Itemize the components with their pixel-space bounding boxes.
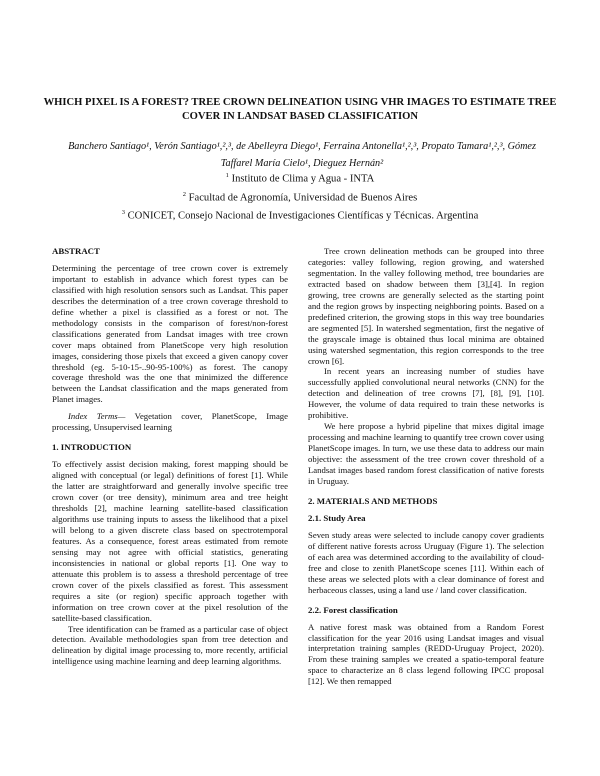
index-terms (52, 411, 288, 433)
abstract-heading: ABSTRACT (52, 246, 100, 256)
abstract-text: Determining the percentage of tree crown cover is extremely important to establish in advance which forest types can be classified with high resolution sensors such as Landsat. This paper describes the determination of a tree crown coverage threshold to define whether a pixel is classified as a forest or not. The methodology consists in the comparison of forest/non-forest classifications generated from Landsat images with tree crown cover maps obtained from PlanetScope very high resolution images, considering those pixels that exceed a given canopy cover threshold (eg. 5-10-15-..90-95-100%) as forest. The canopy coverage threshold was the one that minimized the difference between the Landsat classification and the maps generated from Planet images. (52, 262, 288, 405)
right-paragraph-1: Tree crown delineation methods can be grouped into three categories: valley following, region growing, and watershed segmentation. In the valley following method, tree boundaries are extracted based on shadow between them [3],[4]. In region growing, tree crowns are generally selected as the starting point and the region grows by inspecting neighboring points. Based on a predefined criterion, the growing stops in this way tree boundaries are segmented [5]. In watershed segmentation, first the negative of the grayscale image is obtained thus local minima are obtained using watershed segmentation, this region corresponds to the tree crown [6]. (308, 246, 544, 366)
intro-heading: 1. INTRODUCTION (52, 442, 132, 453)
methods-heading: 2. MATERIALS AND METHODS (308, 495, 438, 506)
paper-title: WHICH PIXEL IS A FOREST? TREE CROWN DELINEATION USING VHR IMAGES TO ESTIMATE TREE COVER IN LANDSAT BASED CLASSIFICATION (43, 97, 557, 122)
affiliation-3: $^3$ CONICET, Consejo Nacional de Investigaciones Científicas y Técnicas. Argentina (121, 209, 479, 222)
index-terms-label: Index Terms— (68, 411, 126, 422)
index-terms-text: Vegetation cover, PlanetScope, Image processing, Unsupervised learning (52, 411, 288, 433)
affiliation-2: $^2$ Facultad de Agronomía, Universidad de Buenos Aires (182, 190, 418, 204)
affiliation-1: $^1$ Instituto de Clima y Agua - INTA (225, 172, 375, 185)
study-area-heading: 2.1. Study Area (308, 512, 366, 523)
forest-classification-text: A native forest mask was obtained from a Random Forest classification for the year 2016 using Landsat images and visual interpretation training samples (REDD-Uruguay Project, 2020). From these training samples we created a spatio-temporal feature space to characterize an 8 class legend following IPCC proposal [12]. We then remapped (308, 621, 544, 687)
study-area-text: Seven study areas were selected to include canopy cover gradients of different native forests across Uruguay (Figure 1). The selection of each area was determined according to the availability of cloud-free and close to zenith PlanetScope scenes [11]. Within each of these areas we selected plots with a clear dominance of forest and herbaceous classes, using a land use / land cover classification. (308, 529, 544, 595)
right-paragraph-3: We here propose a hybrid pipeline that mixes digital image processing and machine learning to quantify tree crown cover using PlanetScope images. In turn, we use these data to address our main objective: the assessment of the tree crown cover threshold of a Landsat images based random forest classification of native forests in Uruguay. (308, 421, 544, 487)
right-column (308, 246, 544, 687)
intro-paragraph-2: Tree identification can be framed as a particular case of object detection. Available methodologies span from tree detection and delineation by digital image processing to, more recently, artificial intelligence using machine learning and deep learning algorithms. (52, 623, 288, 667)
affiliations (60, 168, 540, 224)
intro-paragraph-1: To effectively assist decision making, forest mapping should be aligned with conceptual (or legal) definitions of forest [1]. While the latter are straightforward and generally involve specific tree crown cover (or tree density), minimum area and tree height thresholds [2], machine learning satellite-based classification algorithms use training inputs to assess the likelihood that a pixel will belong to a given discrete class based on spectrotemporal features. As a consequence, forest areas estimated from remote sensing may not agree with official statistics, generating inconsistencies in national or global reports [1]. One way to attenuate this problem is to assess a threshold percentage of tree crown cover of the pixels classified as forest. This assessment requires a site (or region) specific approach together with information on tree crown cover at the pixel resolution of the satellite-based classification. (52, 459, 288, 623)
right-paragraph-2: In recent years an increasing number of studies have successfully applied convolutional neural networks (CNN) for the detection and delineation of tree crowns [7], [8], [9], [10]. However, the volume of data required to train these networks is prohibitive. (308, 366, 544, 421)
author-list: Banchero Santiago¹, Verón Santiago¹,²,³, de Abelleyra Diego¹, Ferraina Antonella¹,²,³, Propato Tamara¹,²,³, Gómez Taffarel María Cielo¹, Dieguez Hernán² (68, 141, 536, 169)
forest-classification-heading: 2.2. Forest classification (308, 604, 398, 615)
left-column (52, 246, 288, 667)
